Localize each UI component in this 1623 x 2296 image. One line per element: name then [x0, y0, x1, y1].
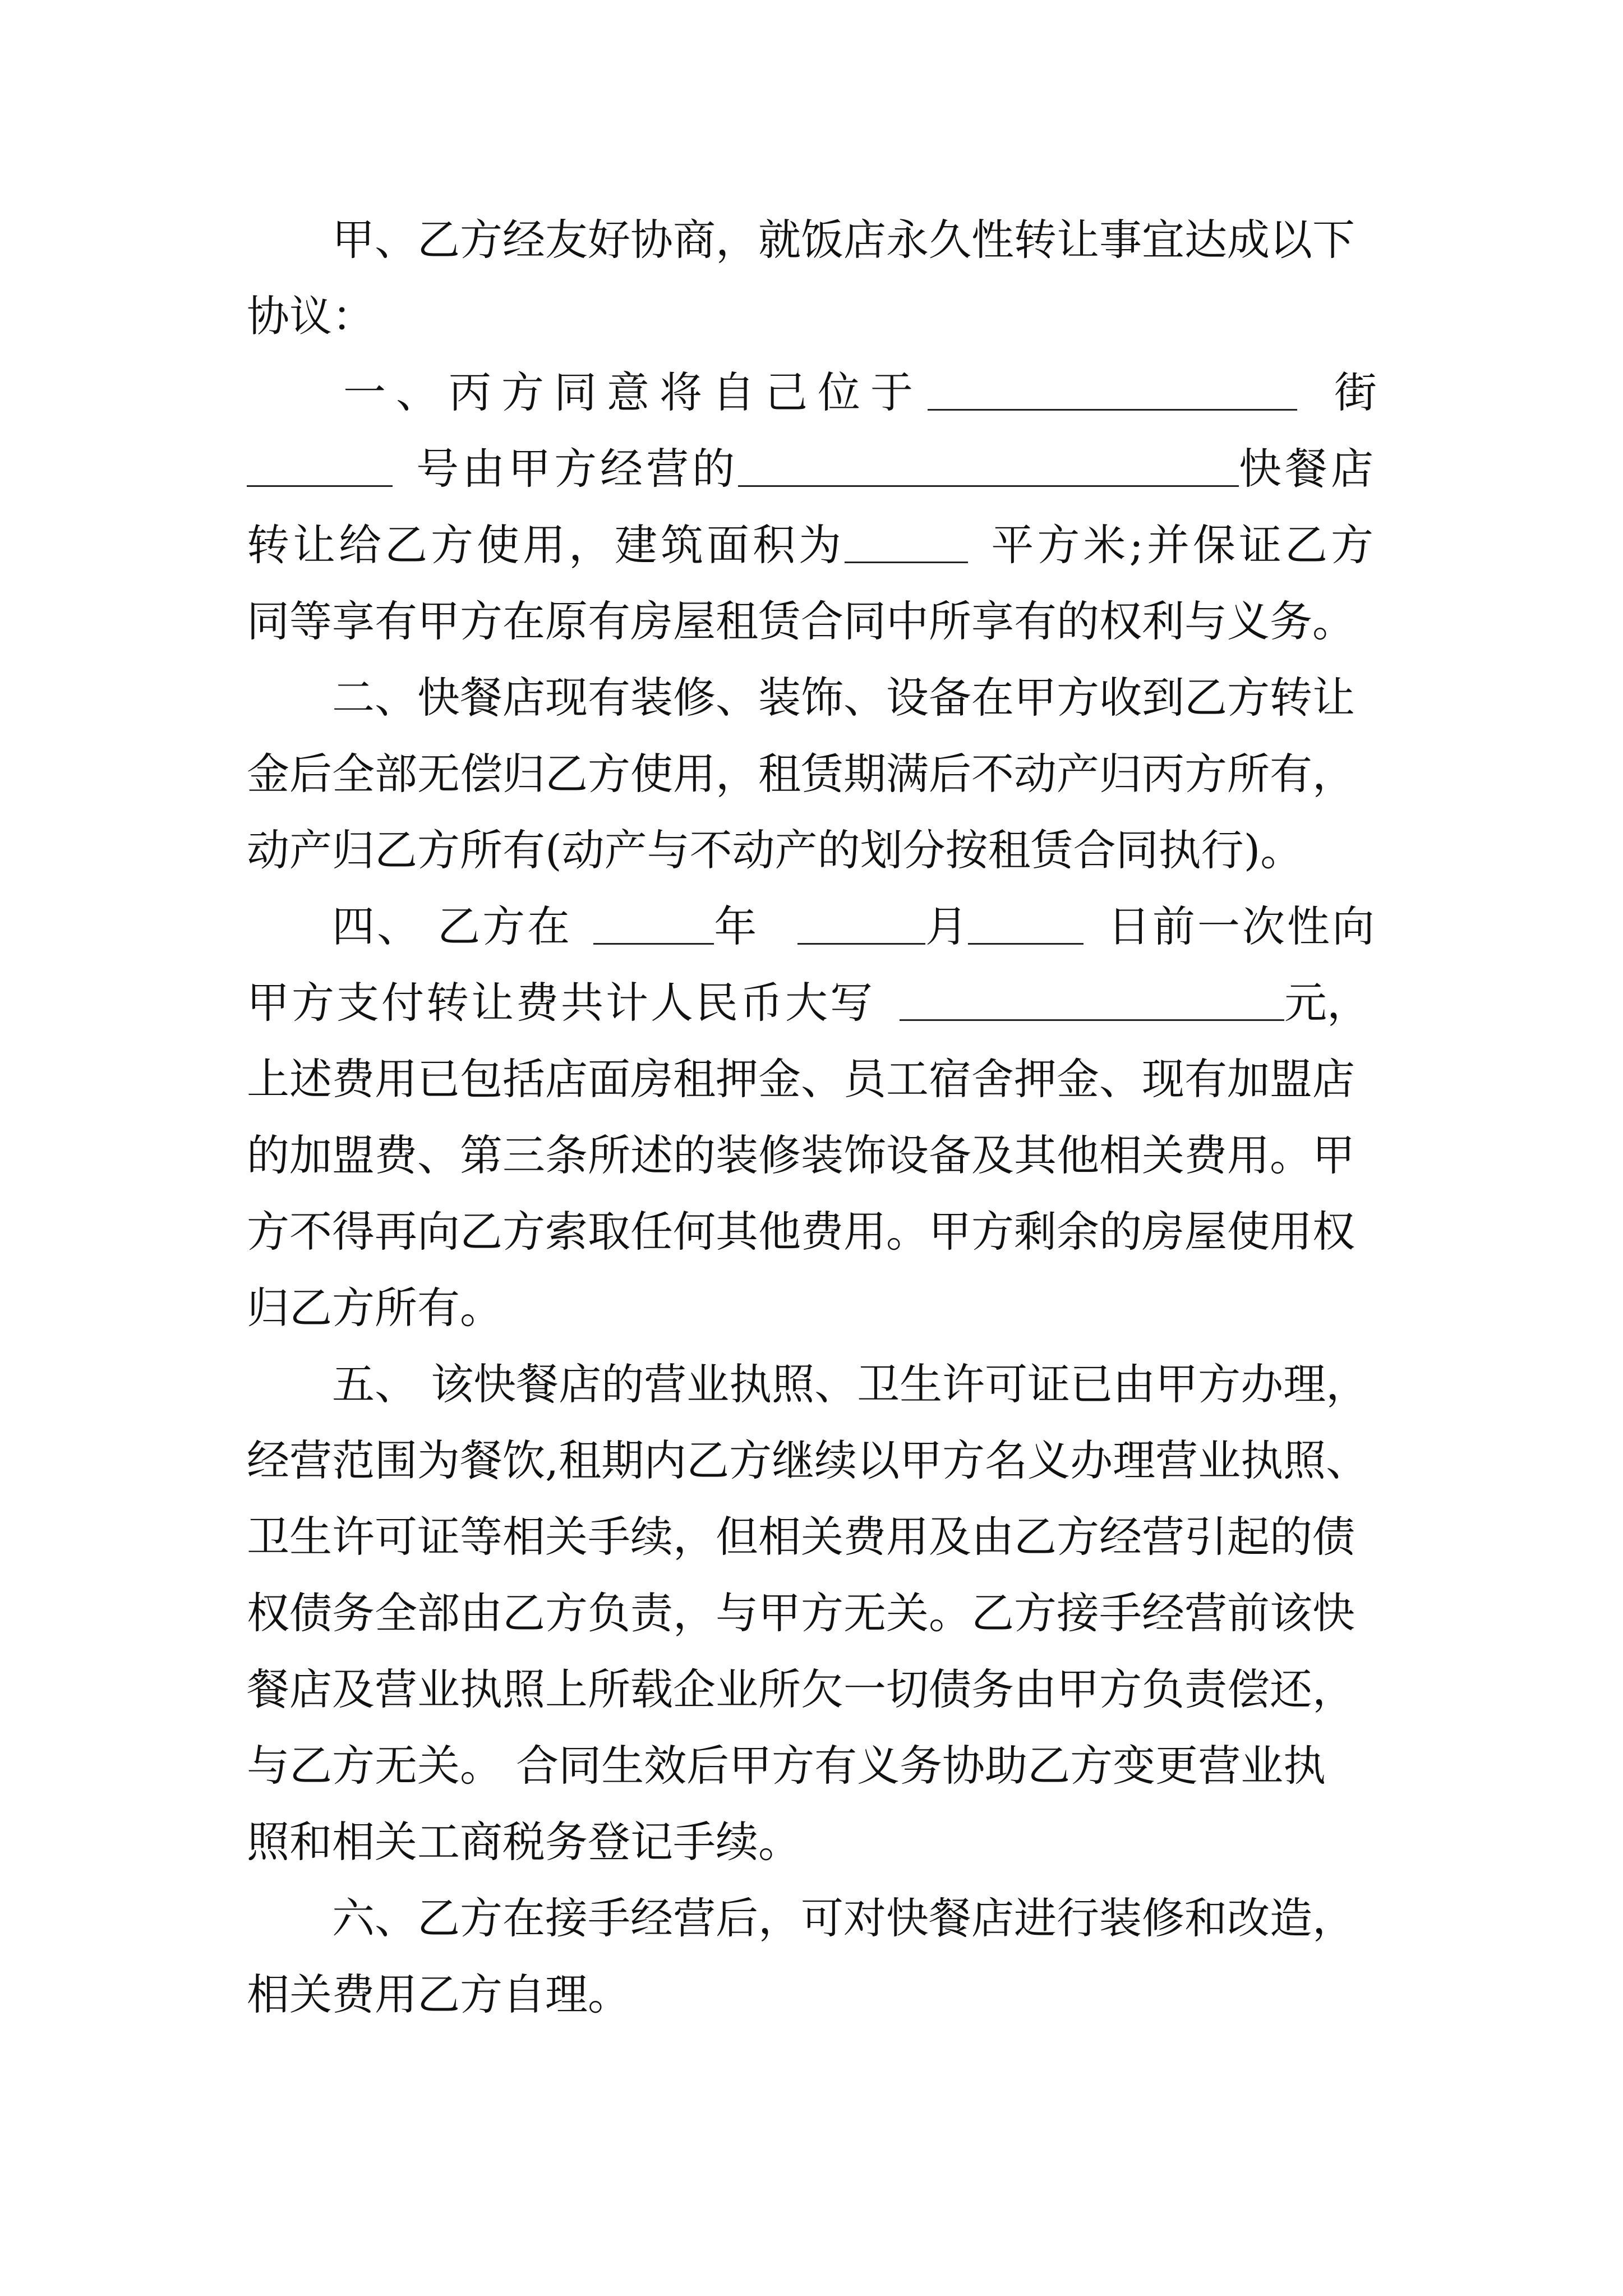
clause1-text-a: 一、丙方同意将自己位于	[343, 367, 923, 417]
number-blank	[247, 485, 393, 487]
shop-name-blank	[738, 485, 1239, 487]
clause5-text-3: 卫生许可证等相关手续，但相关费用及由乙方经营引起的债	[247, 1512, 1355, 1562]
clause2-line-2	[247, 736, 1377, 812]
clause4-text-b: 日前一次性向	[1108, 901, 1377, 951]
clause2-line-1	[247, 660, 1377, 736]
month-blank	[797, 943, 925, 945]
clause5-text-1: 五、 该快餐店的营业执照、卫生许可证已由甲方办理，	[332, 1359, 1369, 1409]
clause4-yuan: 元，	[1284, 978, 1370, 1028]
clause4-text-c: 甲方支付转让费共计人民币大写	[247, 978, 875, 1028]
document-page	[247, 202, 1377, 2033]
clause2-text-1: 二、快餐店现有装修、装饰、设备在甲方收到乙方转让	[332, 673, 1355, 723]
clause5-text-4: 权债务全部由乙方负责，与甲方无关。乙方接手经营前该快	[247, 1588, 1355, 1638]
clause5-line-5	[247, 1651, 1377, 1728]
clause4-text-4: 的加盟费、第三条所述的装修装饰设备及其他相关费用。甲	[247, 1130, 1355, 1180]
clause4-text-3: 上述费用已包括店面房租押金、员工宿舍押金、现有加盟店	[247, 1054, 1355, 1104]
clause1-text-b: 街	[1334, 367, 1377, 417]
clause1-line-2	[247, 431, 1377, 507]
area-blank	[845, 562, 968, 563]
clause1-line-3	[247, 507, 1377, 583]
amount-blank	[900, 1019, 1284, 1021]
clause6-line-2	[247, 1957, 1377, 2033]
clause1-text-c: 号由甲方经营的	[416, 444, 739, 494]
clause4-text-a: 四、 乙方在	[332, 901, 573, 951]
clause5-text-5: 餐店及营业执照上所载企业所欠一切债务由甲方负责偿还，	[247, 1664, 1355, 1714]
clause5-text-6: 与乙方无关。 合同生效后甲方有义务协助乙方变更营业执	[247, 1741, 1326, 1791]
clause4-line-5	[247, 1194, 1377, 1270]
clause4-text-5: 方不得再向乙方索取任何其他费用。甲方剩余的房屋使用权	[247, 1207, 1355, 1257]
clause1-text-g: 同等享有甲方在原有房屋租赁合同中所享有的权利与义务。	[247, 596, 1355, 646]
clause1-text-d: 快餐店	[1239, 444, 1377, 494]
clause4-line-1	[247, 889, 1377, 965]
clause5-line-6	[247, 1728, 1377, 1804]
clause4-line-6	[247, 1270, 1377, 1346]
clause6-line-1	[247, 1880, 1377, 1957]
clause5-text-2: 经营范围为餐饮,租期内乙方继续以甲方名义办理营业执照、	[247, 1435, 1369, 1485]
clause1-text-f: 平方米;并保证乙方	[991, 520, 1377, 570]
clause4-line-2	[247, 965, 1377, 1041]
clause5-line-2	[247, 1423, 1377, 1499]
day-blank	[968, 943, 1083, 945]
clause2-line-3	[247, 812, 1377, 889]
clause4-line-3	[247, 1041, 1377, 1117]
clause1-line-1	[247, 355, 1377, 431]
street-blank	[928, 409, 1297, 411]
clause1-line-4	[247, 583, 1377, 660]
clause4-year: 年	[714, 901, 757, 951]
intro-line-2	[247, 278, 1377, 355]
intro-text-2: 协议：	[247, 291, 375, 341]
clause4-text-6: 归乙方所有。	[247, 1283, 502, 1333]
clause5-line-4	[247, 1575, 1377, 1651]
clause2-text-2: 金后全部无偿归乙方使用，租赁期满后不动产归丙方所有，	[247, 749, 1355, 799]
clause4-month: 月	[925, 901, 968, 951]
clause1-text-e: 转让给乙方使用，建筑面积为	[247, 520, 845, 570]
clause5-line-3	[247, 1499, 1377, 1575]
clause2-text-3: 动产归乙方所有(动产与不动产的划分按租赁合同执行)。	[247, 825, 1303, 875]
clause5-text-7: 照和相关工商税务登记手续。	[247, 1817, 801, 1867]
intro-text-1: 甲、乙方经友好协商，就饭店永久性转让事宜达成以下	[332, 215, 1355, 265]
clause5-line-1	[247, 1346, 1377, 1423]
clause5-line-7	[247, 1804, 1377, 1880]
clause6-text-1: 六、乙方在接手经营后，可对快餐店进行装修和改造，	[332, 1893, 1355, 1943]
clause4-line-4	[247, 1117, 1377, 1194]
intro-line-1	[247, 202, 1377, 278]
clause6-text-2: 相关费用乙方自理。	[247, 1970, 630, 2019]
year-blank	[593, 943, 714, 945]
